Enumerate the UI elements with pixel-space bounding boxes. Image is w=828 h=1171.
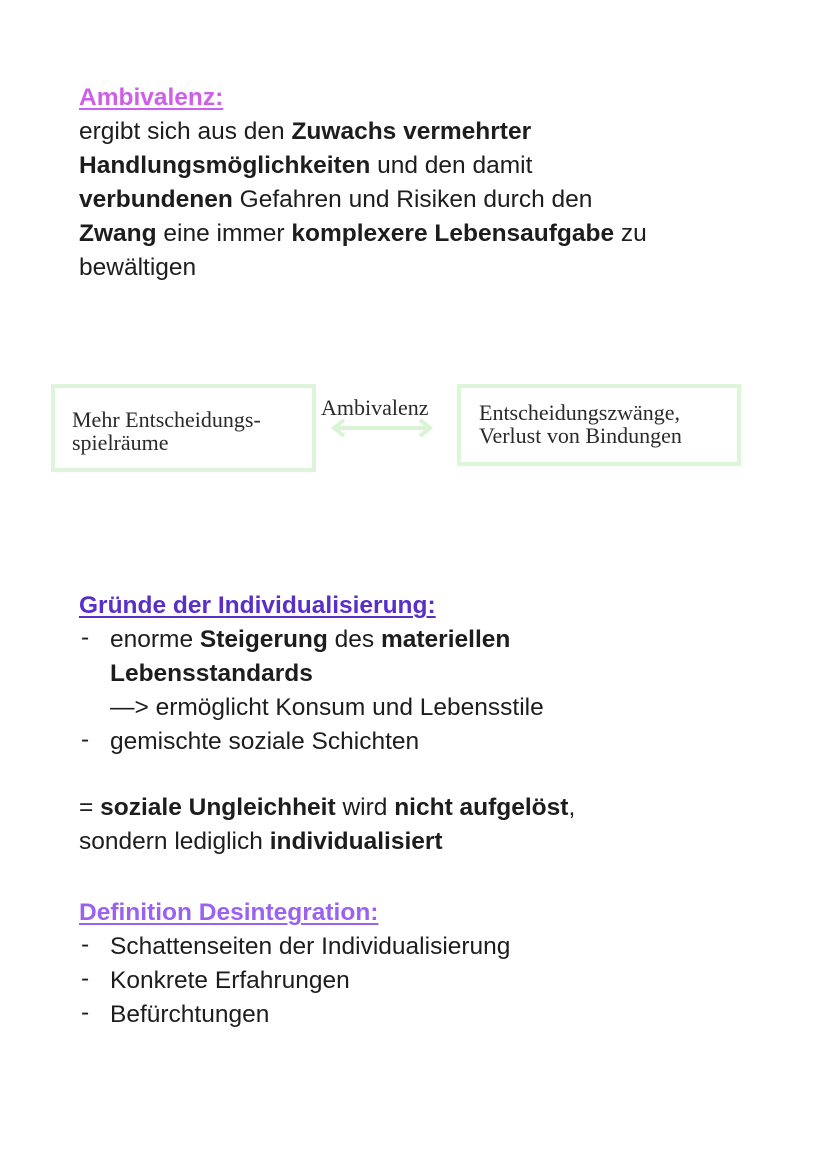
bold-run: komplexere Lebensaufgabe bbox=[291, 220, 615, 247]
bold-run: materiellen bbox=[380, 626, 511, 653]
list-item-continuation bbox=[79, 657, 544, 691]
dash-bullet: - bbox=[81, 999, 90, 1026]
left-box-line-1: Mehr Entscheidungs- bbox=[72, 407, 261, 432]
bold-run: Zwang bbox=[79, 220, 157, 247]
list-item bbox=[79, 930, 510, 964]
list-item bbox=[79, 998, 510, 1032]
right-box-line-2: Verlust von Bindungen bbox=[479, 423, 682, 448]
text-run: und den damit bbox=[370, 152, 533, 179]
ambivalenz-line-5: bewältigen bbox=[79, 254, 197, 281]
dash-bullet: - bbox=[81, 965, 90, 992]
text-run: Gefahren und Risiken durch den bbox=[232, 186, 593, 213]
bold-run: Steigerung bbox=[199, 626, 328, 653]
bold-run: Zuwachs vermehrter bbox=[291, 118, 532, 145]
bold-run: individualisiert bbox=[269, 828, 443, 855]
text-run: gemischte soziale Schichten bbox=[110, 728, 420, 755]
text-run: sondern lediglich bbox=[79, 828, 270, 855]
bold-run: soziale Ungleichheit bbox=[100, 794, 336, 821]
text-run: enorme bbox=[110, 626, 200, 653]
text-run: Befürchtungen bbox=[110, 1001, 270, 1028]
ambivalenz-line-2 bbox=[79, 149, 647, 183]
list-item bbox=[79, 623, 544, 657]
text-run: = bbox=[79, 794, 101, 821]
bold-run: verbundenen bbox=[79, 186, 233, 213]
gruende-heading: Gründe der Individualisierung: bbox=[79, 592, 436, 619]
bold-run: Lebensstandards bbox=[110, 660, 313, 687]
left-box-line-2: spielräume bbox=[72, 430, 169, 455]
text-run: eine immer bbox=[156, 220, 292, 247]
text-run: Schattenseiten der Individualisierung bbox=[110, 933, 511, 960]
dash-bullet: - bbox=[81, 624, 90, 651]
dash-bullet: - bbox=[81, 931, 90, 958]
list-item bbox=[79, 964, 510, 998]
conclusion-line-1 bbox=[79, 791, 575, 825]
ambivalenz-heading: Ambivalenz: bbox=[79, 84, 224, 111]
left-box bbox=[51, 384, 316, 472]
dash-bullet: - bbox=[81, 726, 90, 753]
conclusion bbox=[79, 791, 575, 859]
right-box bbox=[457, 384, 741, 466]
text-run: Konkrete Erfahrungen bbox=[110, 967, 350, 994]
desintegration-section bbox=[79, 896, 510, 1032]
list-item-consequence: —> ermöglicht Konsum und Lebensstile bbox=[110, 694, 544, 721]
text-run: ergibt sich aus den bbox=[79, 118, 292, 145]
ambivalenz-line-4 bbox=[79, 217, 647, 251]
gruende-section bbox=[79, 589, 544, 759]
right-box-line-1: Entscheidungszwänge, bbox=[479, 400, 680, 425]
conclusion-line-2 bbox=[79, 825, 575, 859]
list-item bbox=[79, 725, 544, 759]
ambivalenz-arrow-label: Ambivalenz bbox=[321, 395, 429, 420]
text-run: , bbox=[568, 794, 576, 821]
bold-run: Handlungsmöglichkeiten bbox=[79, 152, 371, 179]
ambivalenz-line-3 bbox=[79, 183, 647, 217]
bold-run: nicht aufgelöst bbox=[394, 794, 569, 821]
text-run: wird bbox=[335, 794, 395, 821]
text-run: des bbox=[327, 626, 381, 653]
double-arrow-icon bbox=[330, 417, 434, 439]
desintegration-heading: Definition Desintegration: bbox=[79, 899, 379, 926]
ambivalenz-line-1 bbox=[79, 115, 647, 149]
ambivalenz-section bbox=[79, 81, 647, 285]
text-run: zu bbox=[614, 220, 647, 247]
